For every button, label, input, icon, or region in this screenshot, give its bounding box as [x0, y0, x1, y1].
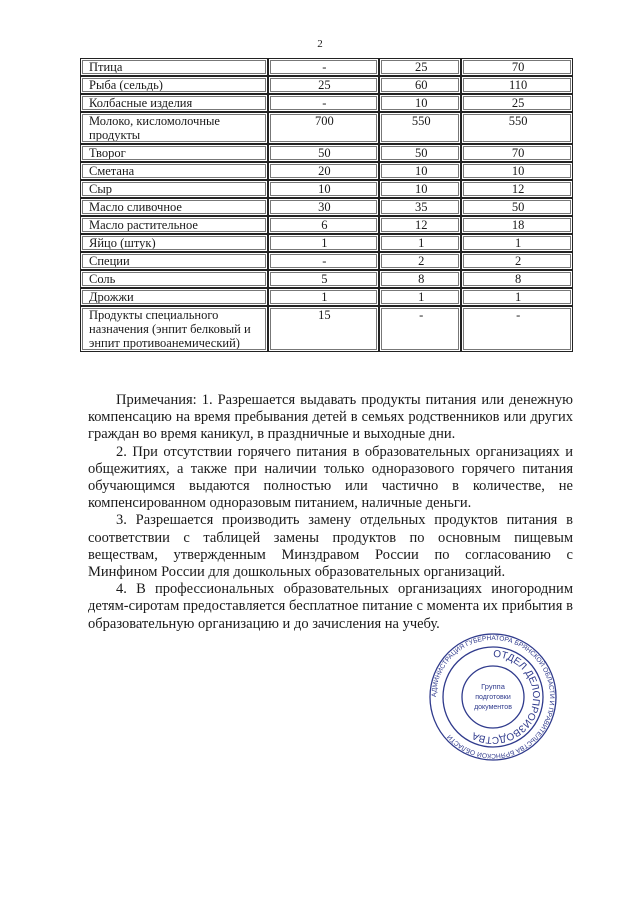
products-table: [80, 58, 573, 352]
value-cell: 550: [461, 112, 573, 144]
value-cell: 1: [268, 234, 380, 252]
value-cell: 10: [379, 94, 461, 112]
value-cell: 25: [379, 58, 461, 76]
value-cell: 2: [461, 252, 573, 270]
product-name-cell: Соль: [80, 270, 268, 288]
value-cell: -: [461, 306, 573, 352]
value-cell: 1: [268, 288, 380, 306]
product-name-cell: Сметана: [80, 162, 268, 180]
note-3: 3. Разрешается производить замену отдельных продуктов питания в соответствии с таблицей замены продуктов по основным пищевым веществам, утвержденным Минздравом России по согласованию с Минфином России для дошкольных образовательных организаций.: [88, 512, 573, 581]
table-row: [80, 94, 573, 112]
value-cell: 15: [268, 306, 380, 352]
note-1: Примечания: 1. Разрешается выдавать продукты питания или денежную компенсацию на время пребывания детей в семьях родственников или других граждан во время каникул, в праздничные и выходные дни.: [88, 392, 573, 443]
office-stamp: [428, 632, 558, 762]
note-4: 4. В профессиональных образовательных организациях иногородним детям-сиротам предоставляется бесплатное питание с момента их прибытия в образовательную организацию и до зачисления на учебу.: [88, 581, 573, 632]
value-cell: -: [379, 306, 461, 352]
value-cell: 50: [461, 198, 573, 216]
product-name-cell: Сыр: [80, 180, 268, 198]
value-cell: 25: [461, 94, 573, 112]
value-cell: 1: [379, 288, 461, 306]
value-cell: 50: [268, 144, 380, 162]
product-name-cell: Масло сливочное: [80, 198, 268, 216]
product-name-cell: Молоко, кисломолочные продукты: [80, 112, 268, 144]
stamp-center-line1: Группа: [481, 682, 505, 691]
table-row: [80, 216, 573, 234]
product-name-cell: Колбасные изделия: [80, 94, 268, 112]
value-cell: 70: [461, 58, 573, 76]
product-name-cell: Специи: [80, 252, 268, 270]
page-number: 2: [317, 38, 323, 50]
value-cell: 18: [461, 216, 573, 234]
value-cell: -: [268, 252, 380, 270]
value-cell: 10: [379, 162, 461, 180]
table-row: [80, 306, 573, 352]
table-row: [80, 112, 573, 144]
table-row: [80, 162, 573, 180]
stamp-center-line3: документов: [474, 704, 512, 711]
value-cell: 700: [268, 112, 380, 144]
value-cell: 2: [379, 252, 461, 270]
value-cell: 1: [461, 234, 573, 252]
product-name-cell: Рыба (сельдь): [80, 76, 268, 94]
product-name-cell: Дрожжи: [80, 288, 268, 306]
value-cell: 8: [461, 270, 573, 288]
value-cell: 25: [268, 76, 380, 94]
value-cell: 110: [461, 76, 573, 94]
table-row: [80, 58, 573, 76]
product-name-cell: Продукты специального назначения (энпит белковый и энпит противоанемический): [80, 306, 268, 352]
stamp-outer-text: АДМИНИСТРАЦИЯ ГУБЕРНАТОРА БРЯНСКОЙ ОБЛАСТИ И ПРАВИТЕЛЬСТВА БРЯНСКОЙ ОБЛАСТИ: [430, 634, 556, 760]
value-cell: 35: [379, 198, 461, 216]
table-row: [80, 198, 573, 216]
value-cell: -: [268, 58, 380, 76]
table-row: [80, 252, 573, 270]
table-row: [80, 288, 573, 306]
product-name-cell: Яйцо (штук): [80, 234, 268, 252]
value-cell: 60: [379, 76, 461, 94]
value-cell: 12: [379, 216, 461, 234]
value-cell: 550: [379, 112, 461, 144]
value-cell: 8: [379, 270, 461, 288]
product-name-cell: Птица: [80, 58, 268, 76]
product-name-cell: Творог: [80, 144, 268, 162]
table-row: [80, 180, 573, 198]
table-row: [80, 234, 573, 252]
value-cell: 50: [379, 144, 461, 162]
value-cell: 20: [268, 162, 380, 180]
value-cell: -: [268, 94, 380, 112]
value-cell: 5: [268, 270, 380, 288]
stamp-inner-text: ОТДЕЛ ДЕЛОПРОИЗВОДСТВА: [470, 648, 542, 746]
table-row: [80, 270, 573, 288]
value-cell: 10: [268, 180, 380, 198]
value-cell: 1: [379, 234, 461, 252]
table-row: [80, 76, 573, 94]
value-cell: 1: [461, 288, 573, 306]
table-row: [80, 144, 573, 162]
value-cell: 70: [461, 144, 573, 162]
note-2: 2. При отсутствии горячего питания в образовательных организациях и общежитиях, а также при наличии только одноразового горячего питания обучающимся выдаются полностью или частично в количестве, не компенсированном одноразовым питанием, наличные деньги.: [88, 443, 573, 512]
product-name-cell: Масло растительное: [80, 216, 268, 234]
stamp-center-line2: подготовки: [475, 694, 511, 701]
value-cell: 30: [268, 198, 380, 216]
value-cell: 6: [268, 216, 380, 234]
value-cell: 10: [461, 162, 573, 180]
notes-section: [88, 392, 573, 633]
value-cell: 12: [461, 180, 573, 198]
value-cell: 10: [379, 180, 461, 198]
